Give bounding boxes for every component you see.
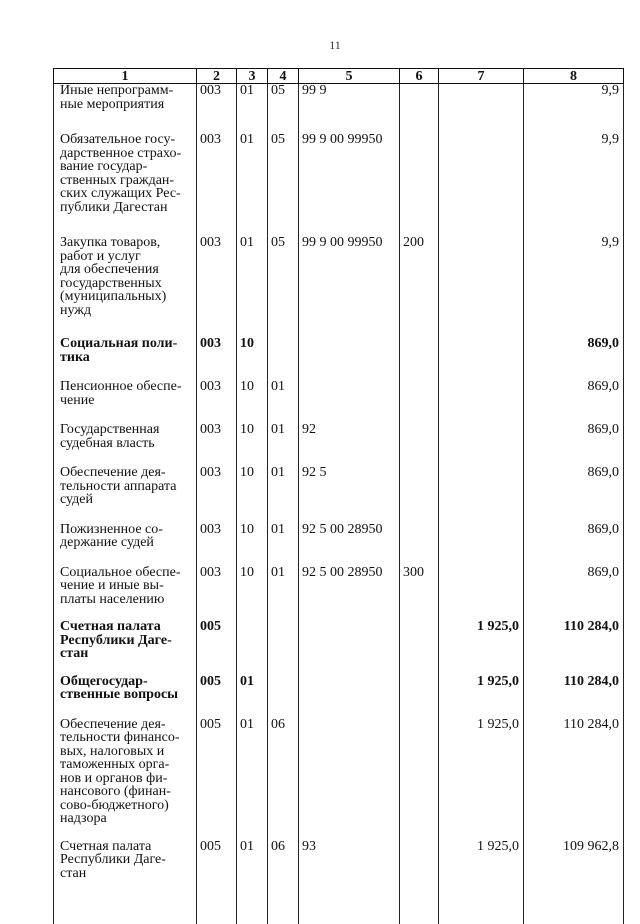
row-name-line: ственных граждан- [60,174,194,188]
cell-c7 [439,133,524,236]
row-name-line: вых, налоговых и [60,745,194,759]
row-name-cell [54,675,197,718]
table-row [54,84,624,134]
row-name-line: Республики Даге- [60,634,194,648]
cell-c7: 1 925,0 [439,675,524,718]
cell-c2: 003 [197,133,237,236]
cell-c6: 300 [400,566,439,621]
cell-c7 [439,466,524,523]
cell-c5 [299,380,400,423]
cell-c6 [400,423,439,466]
filler-cell [237,880,268,924]
cell-c7 [439,423,524,466]
cell-c8: 869,0 [524,337,624,380]
row-name-line: Государственная [60,423,194,437]
cell-c5 [299,620,400,675]
row-name-line: стан [60,647,194,661]
row-name-line: Пенсионное обеспе- [60,380,194,394]
cell-c8: 869,0 [524,380,624,423]
row-name-line: Общегосудар- [60,675,194,689]
cell-c3: 01 [237,675,268,718]
cell-c8: 109 962,8 [524,840,624,881]
cell-c8: 869,0 [524,566,624,621]
cell-c4: 01 [268,380,299,423]
cell-c4: 01 [268,466,299,523]
table-row [54,337,624,380]
row-name-line: ственные вопросы [60,688,194,702]
cell-c5: 92 [299,423,400,466]
table-row [54,566,624,621]
row-name-line: нансового (финан- [60,785,194,799]
row-name-line: Обязательное госу- [60,133,194,147]
cell-c5 [299,675,400,718]
row-name-line: Обеспечение дея- [60,466,194,480]
row-name-line: Иные непрограмм- [60,84,194,98]
row-name-cell [54,84,197,134]
filler-cell [268,880,299,924]
cell-c6 [400,84,439,134]
row-name-line: Социальная поли- [60,337,194,351]
filler-cell [54,880,197,924]
filler-cell [197,880,237,924]
cell-c5: 92 5 [299,466,400,523]
cell-c2: 003 [197,423,237,466]
table-row [54,133,624,236]
row-name-line: чение [60,394,194,408]
cell-c2: 003 [197,236,237,337]
table-row [54,620,624,675]
row-name-line: ских служащих Рес- [60,187,194,201]
cell-c4 [268,620,299,675]
cell-c7 [439,84,524,134]
cell-c4 [268,675,299,718]
header-col-7: 7 [439,69,524,84]
cell-c8: 110 284,0 [524,718,624,840]
cell-c5: 99 9 00 99950 [299,133,400,236]
cell-c3: 10 [237,380,268,423]
cell-c2: 005 [197,840,237,881]
table-header-row [54,69,624,84]
cell-c3: 01 [237,84,268,134]
row-name-line: тельности аппарата [60,480,194,494]
table-row [54,840,624,881]
cell-c6 [400,337,439,380]
row-name-line: чение и иные вы- [60,579,194,593]
row-name-line: публики Дагестан [60,201,194,215]
row-name-cell [54,466,197,523]
header-col-2: 2 [197,69,237,84]
cell-c8: 869,0 [524,423,624,466]
header-col-6: 6 [400,69,439,84]
cell-c8: 9,9 [524,84,624,134]
row-name-line: платы населению [60,593,194,607]
row-name-line: Пожизненное со- [60,523,194,537]
header-col-4: 4 [268,69,299,84]
row-name-line: (муниципальных) [60,290,194,304]
cell-c5: 99 9 00 99950 [299,236,400,337]
cell-c4 [268,337,299,380]
row-name-line: судей [60,493,194,507]
row-name-line: работ и услуг [60,250,194,264]
cell-c4: 05 [268,84,299,134]
cell-c3: 01 [237,718,268,840]
table-row [54,236,624,337]
cell-c2: 003 [197,380,237,423]
cell-c3: 10 [237,523,268,566]
cell-c3: 10 [237,566,268,621]
cell-c3: 01 [237,840,268,881]
row-name-cell [54,566,197,621]
cell-c6 [400,380,439,423]
cell-c7 [439,236,524,337]
cell-c7: 1 925,0 [439,620,524,675]
cell-c4: 01 [268,423,299,466]
row-name-line: ные мероприятия [60,98,194,112]
cell-c8: 110 284,0 [524,620,624,675]
header-col-8: 8 [524,69,624,84]
cell-c6 [400,523,439,566]
row-name-line: нужд [60,304,194,318]
row-name-line: Республики Даге- [60,853,194,867]
table-row [54,523,624,566]
table-row [54,423,624,466]
table-filler-row [54,880,624,924]
header-col-3: 3 [237,69,268,84]
cell-c6 [400,133,439,236]
row-name-cell [54,133,197,236]
row-name-line: дарственное страхо- [60,147,194,161]
row-name-line: для обеспечения [60,263,194,277]
row-name-line: стан [60,867,194,881]
row-name-cell [54,380,197,423]
filler-cell [439,880,524,924]
row-name-line: вание государ- [60,160,194,174]
cell-c5: 93 [299,840,400,881]
cell-c4: 05 [268,236,299,337]
cell-c6 [400,620,439,675]
row-name-line: судебная власть [60,437,194,451]
cell-c7 [439,566,524,621]
cell-c5: 99 9 [299,84,400,134]
cell-c2: 003 [197,84,237,134]
cell-c3: 10 [237,466,268,523]
row-name-line: тельности финансо- [60,731,194,745]
cell-c6 [400,840,439,881]
row-name-line: Закупка товаров, [60,236,194,250]
cell-c4: 06 [268,840,299,881]
row-name-line: таможенных орга- [60,758,194,772]
cell-c2: 003 [197,466,237,523]
row-name-line: Счетная палата [60,840,194,854]
filler-cell [400,880,439,924]
row-name-line: держание судей [60,536,194,550]
cell-c4: 01 [268,523,299,566]
row-name-cell [54,523,197,566]
cell-c2: 003 [197,337,237,380]
cell-c5 [299,718,400,840]
filler-cell [524,880,624,924]
cell-c2: 005 [197,718,237,840]
filler-cell [299,880,400,924]
cell-c2: 005 [197,620,237,675]
page-number: 11 [310,38,360,53]
cell-c6: 200 [400,236,439,337]
header-col-5: 5 [299,69,400,84]
cell-c7 [439,380,524,423]
row-name-cell [54,620,197,675]
row-name-line: Социальное обеспе- [60,566,194,580]
row-name-cell [54,718,197,840]
cell-c4: 01 [268,566,299,621]
cell-c4: 05 [268,133,299,236]
cell-c7: 1 925,0 [439,718,524,840]
cell-c5 [299,337,400,380]
row-name-line: государственных [60,277,194,291]
table-body [54,84,624,924]
cell-c7 [439,337,524,380]
row-name-line: Счетная палата [60,620,194,634]
cell-c3: 10 [237,337,268,380]
cell-c3: 01 [237,133,268,236]
table-row [54,718,624,840]
row-name-cell [54,423,197,466]
row-name-line: сово-бюджетного) [60,799,194,813]
row-name-cell [54,236,197,337]
row-name-cell [54,840,197,881]
table-row [54,466,624,523]
cell-c6 [400,718,439,840]
budget-table [53,68,624,924]
cell-c5: 92 5 00 28950 [299,566,400,621]
cell-c6 [400,466,439,523]
cell-c2: 003 [197,523,237,566]
cell-c3: 10 [237,423,268,466]
cell-c8: 9,9 [524,236,624,337]
cell-c2: 003 [197,566,237,621]
row-name-line: нов и органов фи- [60,772,194,786]
cell-c6 [400,675,439,718]
cell-c7: 1 925,0 [439,840,524,881]
table-row [54,380,624,423]
cell-c2: 005 [197,675,237,718]
cell-c3 [237,620,268,675]
row-name-line: тика [60,351,194,365]
cell-c8: 110 284,0 [524,675,624,718]
cell-c8: 869,0 [524,466,624,523]
header-col-1: 1 [54,69,197,84]
row-name-line: Обеспечение дея- [60,718,194,732]
cell-c8: 869,0 [524,523,624,566]
cell-c8: 9,9 [524,133,624,236]
cell-c5: 92 5 00 28950 [299,523,400,566]
cell-c3: 01 [237,236,268,337]
row-name-cell [54,337,197,380]
cell-c7 [439,523,524,566]
cell-c4: 06 [268,718,299,840]
row-name-line: надзора [60,812,194,826]
table-row [54,675,624,718]
